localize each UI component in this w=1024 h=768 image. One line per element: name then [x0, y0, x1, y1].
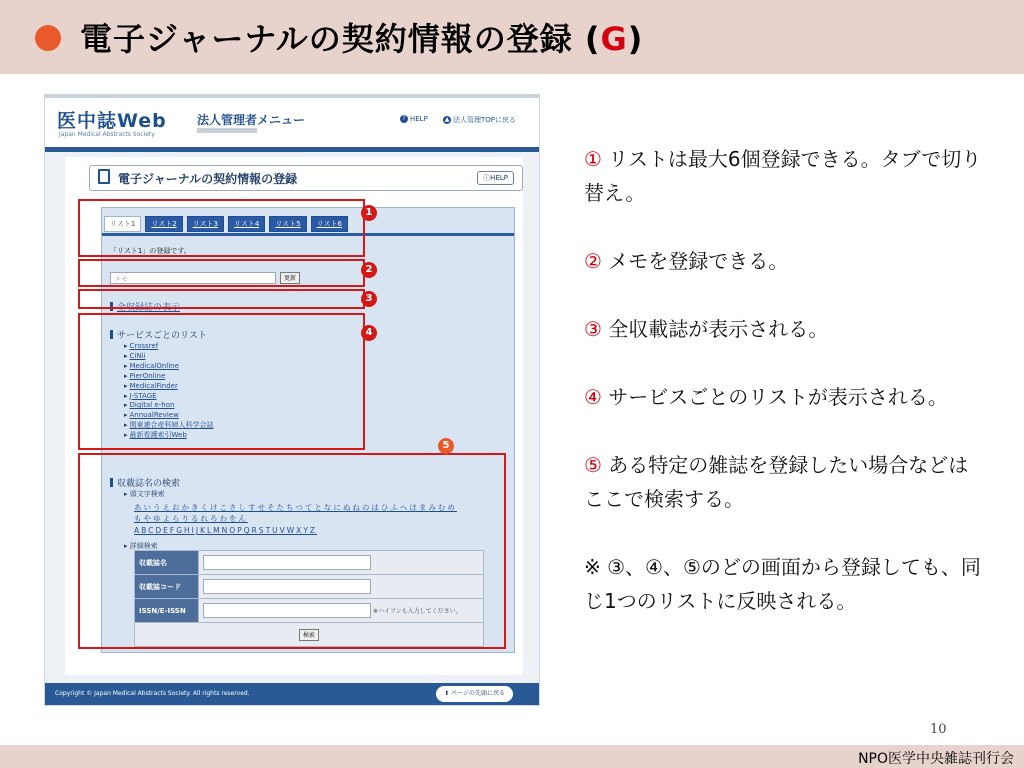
note-6: ※ ③、④、⑤のどの画面から登録しても、同じ1つのリストに反映される。	[584, 555, 981, 613]
question-icon: ?	[400, 115, 408, 123]
journal-name-label: 収載誌名	[135, 551, 199, 575]
service-heading: サービスごとのリスト	[110, 328, 207, 341]
admin-top-link[interactable]: ▲ 法人管理TOPに戻る	[444, 116, 517, 124]
admin-menu-title: 法人管理者メニュー	[197, 113, 306, 127]
registration-message: 「リスト1」の登録です。	[110, 247, 191, 255]
kana-index-row-1[interactable]: あいうえおかきくけこさしすせそたちつてとなにぬねのはひふへほまみむめ	[134, 503, 457, 512]
marker-3: 3	[361, 291, 377, 307]
service-link-digital-ehon[interactable]: ▸ Digital e-hon	[124, 401, 214, 411]
footer-band	[0, 745, 1024, 768]
service-link-nursing-index[interactable]: ▸ 最新看護索引Web	[124, 431, 214, 441]
service-link-pieronline[interactable]: ▸ PierOnline	[124, 372, 214, 382]
initial-search-label: ▸ 頭文字検索	[124, 490, 165, 498]
title-bullet-icon	[35, 25, 61, 51]
annotation-box-3	[78, 289, 365, 309]
note-4: ④ サービスごとのリストが表示される。	[584, 385, 948, 409]
marker-4: 4	[361, 325, 377, 341]
marker-1: 1	[361, 205, 377, 221]
page-number: 10	[930, 722, 947, 737]
journal-code-label: 収載誌コード	[135, 575, 199, 599]
annotation-box-4	[78, 313, 365, 450]
site-header	[45, 95, 540, 150]
tab-list-6[interactable]: リスト6	[311, 216, 348, 232]
note-5: ⑤ ある特定の雑誌を登録したい場合などはここで検索する。	[584, 453, 969, 511]
admin-subtitle-blurred	[197, 128, 257, 133]
update-button[interactable]: 更新	[280, 272, 300, 284]
up-arrow-icon: ▲	[444, 116, 450, 123]
page-title: 電子ジャーナルの契約情報の登録	[118, 172, 298, 186]
tab-list-3[interactable]: リスト3	[187, 216, 224, 232]
issn-label: ISSN/E-ISSN	[135, 599, 199, 623]
note-3: ③ 全収載誌が表示される。	[584, 317, 829, 341]
alpha-index-row[interactable]: ABCDEFGHIJKLMNOPQRSTUVWXYZ	[134, 526, 318, 535]
site-logo[interactable]: 医中誌Web	[57, 110, 167, 132]
search-heading: 収載誌名の検索	[110, 476, 180, 489]
service-link-kanto-journal[interactable]: ▸ 関東連合産科婦人科学会誌	[124, 421, 214, 431]
service-link-medicalfinder[interactable]: ▸ MedicalFinder	[124, 382, 214, 392]
help-button[interactable]: ⓘHELP	[477, 171, 514, 185]
annotation-box-5	[78, 453, 506, 649]
service-link-crossref[interactable]: ▸ Crossref	[124, 342, 214, 352]
footer-org: NPO医学中央雑誌刊行会	[858, 751, 1014, 767]
tab-list-4[interactable]: リスト4	[228, 216, 265, 232]
marker-2: 2	[361, 262, 377, 278]
site-footer	[45, 683, 540, 706]
service-link-medicalonline[interactable]: ▸ MedicalOnline	[124, 362, 214, 372]
all-journals-link[interactable]: 全収録誌の表示	[110, 300, 180, 313]
document-icon	[98, 169, 110, 184]
note-1: ① リストは最大6個登録できる。タブで切り替え。	[584, 147, 982, 205]
explanation-notes	[584, 142, 984, 618]
site-logo-subtitle: Japan Medical Abstracts Society	[59, 131, 155, 138]
search-button[interactable]: 検索	[299, 629, 319, 641]
service-link-annualreview[interactable]: ▸ AnnualReview	[124, 411, 214, 421]
tab-list-5[interactable]: リスト5	[269, 216, 306, 232]
help-link[interactable]: ? HELP	[400, 115, 428, 123]
annotation-box-1	[78, 199, 365, 257]
copyright: Copyright © Japan Medical Abstracts Society. All rights reserved.	[55, 690, 250, 697]
slide-title: 電子ジャーナルの契約情報の登録 (G)	[80, 20, 644, 58]
header-strip	[45, 147, 540, 152]
detail-search-label: ▸ 詳細検索	[124, 542, 158, 550]
note-2: ② メモを登録できる。	[584, 249, 789, 273]
issn-hint: ※ハイフンも入力してください。	[373, 607, 462, 615]
kana-index-row-2[interactable]: もやゆよらりるれろわをん	[134, 514, 248, 523]
service-link-cinii[interactable]: ▸ CiNii	[124, 352, 214, 362]
page-top-button[interactable]: ⬆ ページの先頭に戻る	[436, 686, 513, 702]
marker-5: 5	[438, 438, 454, 454]
page-title-box	[89, 165, 523, 191]
service-link-jstage[interactable]: ▸ J-STAGE	[124, 392, 214, 402]
tab-list-2[interactable]: リスト2	[145, 216, 182, 232]
memo-input[interactable]: メモ	[110, 272, 276, 284]
tab-list-1[interactable]: リスト1	[104, 216, 141, 232]
title-band	[0, 0, 1024, 74]
annotation-box-2	[78, 259, 365, 287]
